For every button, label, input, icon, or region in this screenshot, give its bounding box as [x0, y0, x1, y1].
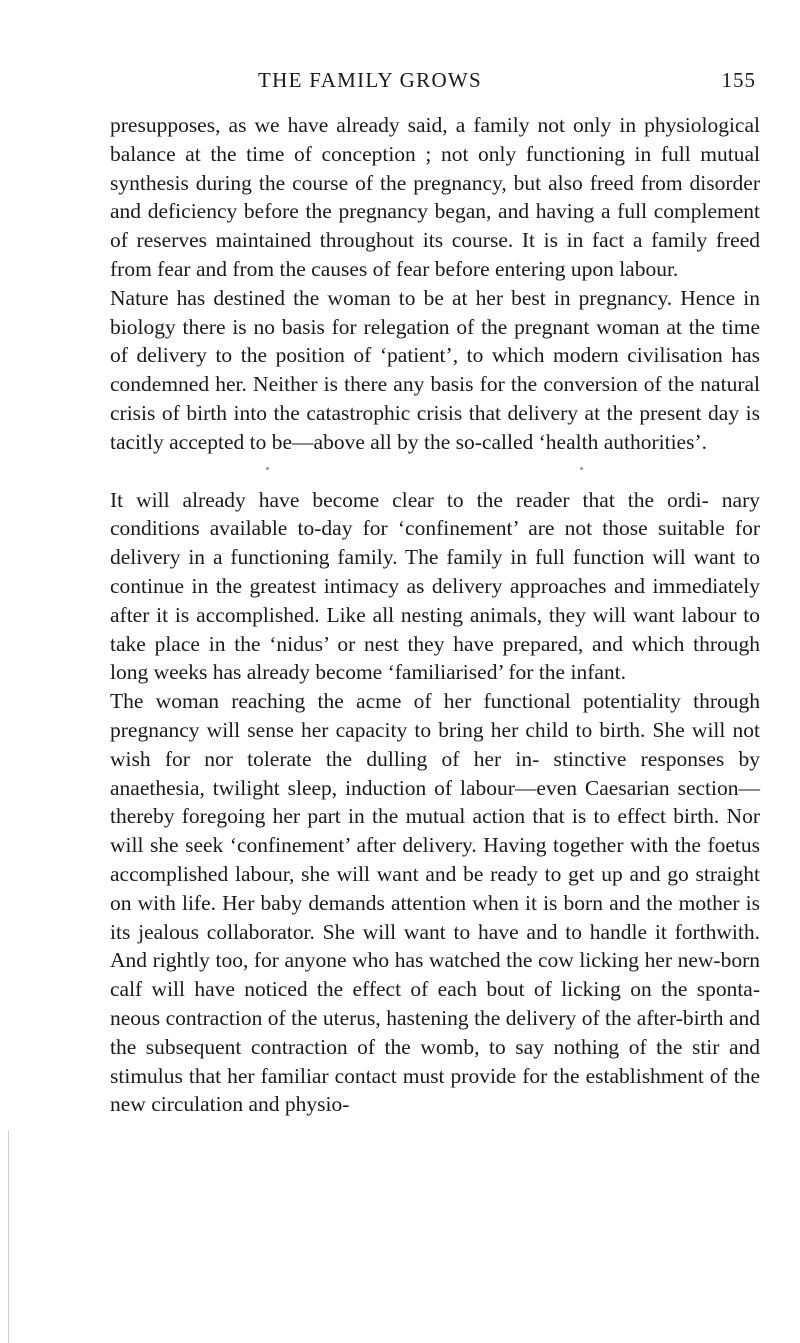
page-number: 155	[721, 68, 756, 92]
section-break	[110, 457, 760, 486]
section-break-dot	[580, 467, 583, 470]
paragraph-2: Nature has destined the woman to be at her best in pregnancy. Hence in biology there is no basis for relegation of the pregnant woman at the time of delivery to the position of ‘patient’, to which modern civilisation has condemned her. Neither is there any basis for the conversion of the natural crisis of birth into the catastrophic crisis that delivery at the present day is tacitly accepted to be—above all by the so-called ‘health authorities’.	[110, 285, 760, 454]
running-title: THE FAMILY GROWS	[258, 68, 483, 92]
page-edge-line	[8, 1130, 9, 1343]
paragraph-4: The woman reaching the acme of her functional potentiality through pregnancy will sense her capacity to bring her child to birth. She will not wish for nor tolerate the dulling of her in- stinctive responses by anaethesia, twilight sleep, induction of labour—even Caesarian section—thereby foregoing her part in the mutual action that is to effect birth. Nor will she seek ‘confinement’ after delivery. Having together with the foetus accomplished labour, she will want and be ready to get up and go straight on with life. Her baby demands attention when it is born and the mother is its jealous collaborator. She will want to have and to handle it forthwith. And rightly too, for anyone who has watched the cow licking her new-born calf will have noticed the effect of each bout of licking on the sponta- neous contraction of the uterus, hastening the delivery of the after-birth and the subsequent contraction of the womb, to say nothing of the stir and stimulus that her familiar contact must provide for the establishment of the new circulation and physio-	[110, 689, 760, 1117]
running-head	[110, 68, 756, 98]
section-break-dot	[266, 467, 269, 470]
paragraph-3: It will already have become clear to the reader that the ordi- nary conditions available to-day for ‘confinement’ are not those suitable for delivery in a functioning family. The family in full function will want to continue in the greatest intimacy as delivery approaches and immediately after it is accomplished. Like all nesting animals, they will want labour to take place in the ‘nidus’ or nest they have prepared, and which through long weeks has already become ‘familiarised’ for the infant.	[110, 487, 760, 685]
paragraph-1: presupposes, as we have already said, a family not only in physiological balance at the time of conception ; not only functioning in full mutual synthesis during the course of the pregnancy, but also freed from disorder and deficiency before the pregnancy began, and having a full complement of reserves maintained throughout its course. It is in fact a family freed from fear and from the causes of fear before entering upon labour.	[110, 113, 760, 281]
body-text	[110, 111, 760, 1119]
